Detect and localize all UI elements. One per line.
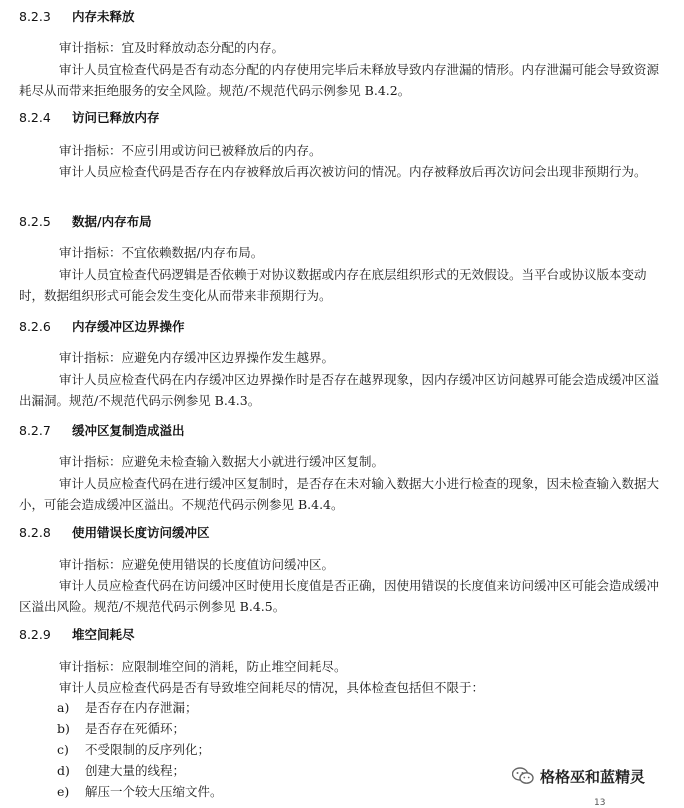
section-heading — [19, 421, 185, 441]
audit-description: 审计人员宜检查代码逻辑是否依赖于对协议数据或内存在底层组织形式的无效假设。当平台或协议版本变动时，数据组织形式可能会发生变化从而带来非预期行为。 — [19, 267, 647, 303]
list-marker: e) — [57, 784, 70, 799]
audit-description: 审计人员应检查代码是否有导致堆空间耗尽的情况，具体检查包括但不限于： — [59, 680, 485, 695]
list-text: 创建大量的线程； — [85, 763, 186, 778]
audit-indicator: 审计指标：应限制堆空间的消耗，防止堆空间耗尽。 — [59, 659, 347, 674]
audit-description: 审计人员宜检查代码是否有动态分配的内存使用完毕后未释放导致内存泄漏的情形。内存泄漏可能会导致资源耗尽从而带来拒绝服务的安全风险。规范/不规范代码示例参见 B.4.2。 — [19, 62, 660, 98]
section-number: 8.2.5 — [19, 214, 51, 229]
section-heading — [19, 317, 185, 337]
audit-indicator: 审计指标：应避免内存缓冲区边界操作发生越界。 — [59, 350, 335, 365]
section-heading — [19, 212, 152, 232]
section-heading — [19, 523, 210, 543]
list-marker: b) — [57, 721, 70, 736]
audit-description: 审计人员应检查代码在进行缓冲区复制时，是否存在未对输入数据大小进行检查的现象，因未检查输入数据大小，可能会造成缓冲区溢出。不规范代码示例参见 B.4.4。 — [19, 476, 660, 512]
list-item — [57, 782, 223, 802]
watermark — [512, 764, 645, 788]
audit-indicator: 审计指标：应避免使用错误的长度值访问缓冲区。 — [59, 557, 335, 572]
watermark-text: 格格巫和蓝精灵 — [540, 767, 646, 786]
section-heading — [19, 108, 160, 128]
section-number: 8.2.6 — [19, 319, 51, 334]
section-title: 内存缓冲区边界操作 — [72, 319, 185, 334]
section-title: 数据/内存布局 — [72, 214, 152, 229]
list-item — [57, 740, 210, 760]
list-marker: a) — [57, 700, 70, 715]
section-number: 8.2.4 — [19, 110, 51, 125]
section-number: 8.2.9 — [19, 627, 51, 642]
list-text: 是否存在内存泄漏； — [85, 700, 198, 715]
audit-description: 审计人员应检查代码在访问缓冲区时使用长度值是否正确，因使用错误的长度值来访问缓冲区可能会造成缓冲区溢出风险。规范/不规范代码示例参见 B.4.5。 — [19, 578, 660, 614]
section-title: 内存未释放 — [72, 9, 135, 24]
list-text: 解压一个较大压缩文件。 — [85, 784, 223, 799]
section-title: 缓冲区复制造成溢出 — [72, 423, 185, 438]
section-title: 堆空间耗尽 — [72, 627, 135, 642]
list-marker: d) — [57, 763, 70, 778]
audit-indicator: 审计指标：不宜依赖数据/内存布局。 — [59, 245, 264, 260]
list-text: 是否存在死循环； — [85, 721, 186, 736]
audit-indicator: 审计指标：不应引用或访问已被释放后的内存。 — [59, 143, 322, 158]
list-item — [57, 761, 185, 781]
section-number: 8.2.3 — [19, 9, 51, 24]
list-item — [57, 698, 198, 718]
audit-description: 审计人员应检查代码在内存缓冲区边界操作时是否存在越界现象，因内存缓冲区访问越界可能会造成缓冲区溢出漏洞。规范/不规范代码示例参见 B.4.3。 — [19, 372, 660, 408]
audit-description: 审计人员应检查代码是否存在内存被释放后再次被访问的情况。内存被释放后再次访问会出现非预期行为。 — [59, 164, 647, 179]
list-marker: c) — [57, 742, 69, 757]
audit-indicator: 审计指标：应避免未检查输入数据大小就进行缓冲区复制。 — [59, 454, 385, 469]
section-number: 8.2.8 — [19, 525, 51, 540]
section-heading — [19, 7, 135, 27]
section-number: 8.2.7 — [19, 423, 51, 438]
audit-indicator: 审计指标：宜及时释放动态分配的内存。 — [59, 40, 285, 55]
page-number: 13 — [594, 798, 606, 808]
list-text: 不受限制的反序列化； — [85, 742, 211, 757]
wechat-icon — [512, 767, 534, 785]
section-title: 使用错误长度访问缓冲区 — [72, 525, 210, 540]
section-title: 访问已释放内存 — [72, 110, 160, 125]
list-item — [57, 719, 185, 739]
section-heading — [19, 625, 135, 645]
